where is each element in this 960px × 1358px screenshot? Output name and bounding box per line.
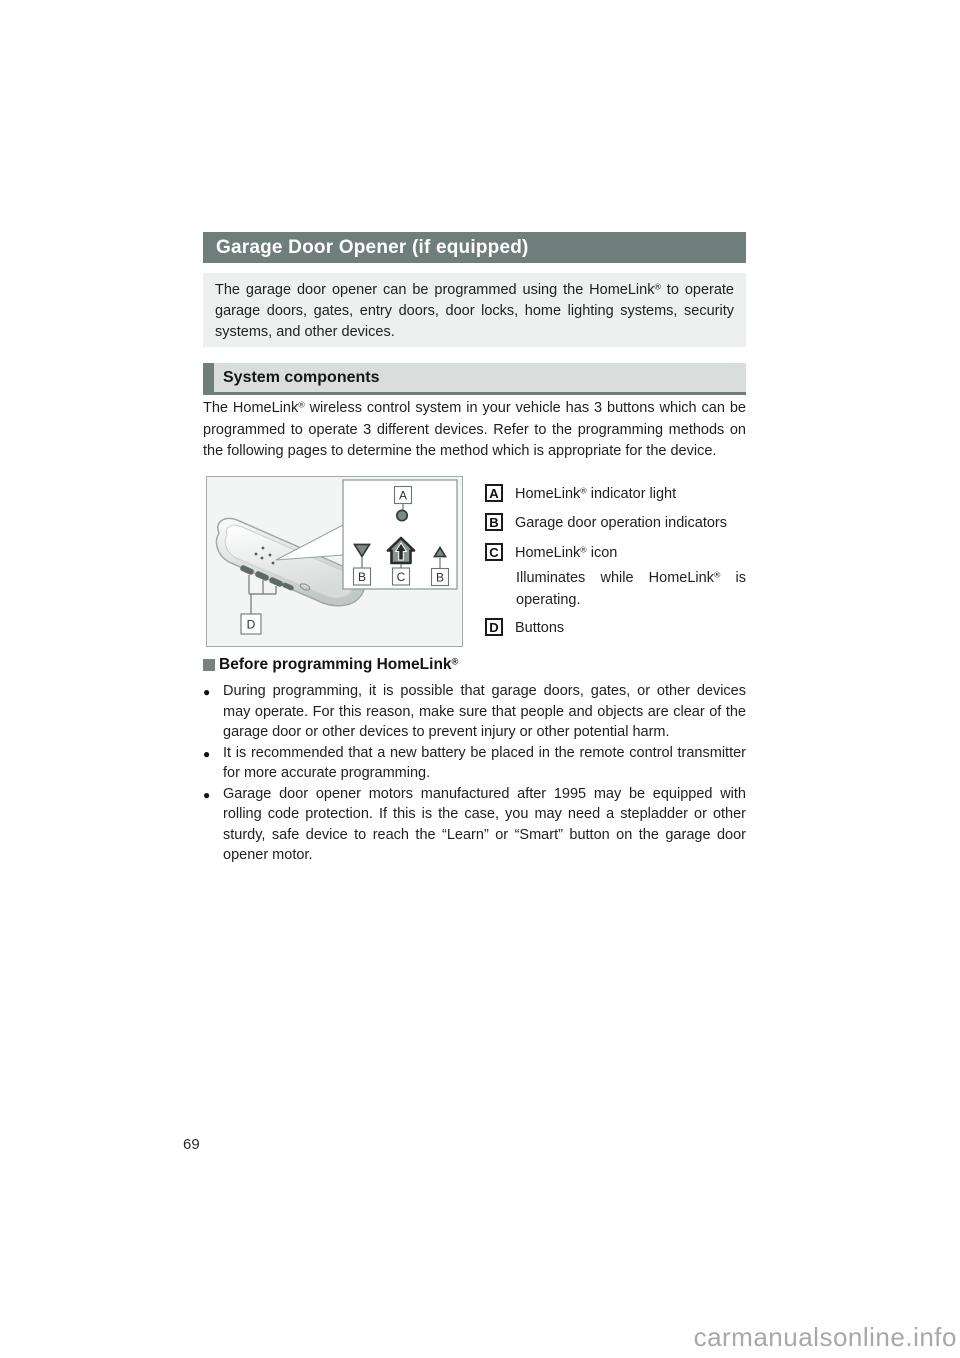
svg-text:A: A	[398, 488, 408, 503]
legend-text-b: Garage door operation indicators	[515, 515, 727, 531]
svg-text:D: D	[246, 617, 256, 632]
svg-text:B: B	[357, 570, 367, 584]
page-title-bar	[203, 232, 746, 263]
section-header	[203, 363, 746, 395]
legend-text-d: Buttons	[515, 620, 565, 636]
bullet-text-3: Garage door opener motors manufactured after 1995 may be equipped with rolling code protection. If this is the case, you may need a stepladder or other sturdy, safe device to reach the “Learn” or “Smart” button on the garage door opener motor.	[223, 785, 746, 863]
subsection-heading-text: Before programming HomeLink®	[219, 656, 459, 673]
legend-row-c	[485, 543, 617, 563]
diagram-label-b-right	[432, 569, 449, 586]
diagram-label-a	[395, 487, 412, 504]
legend-row-b	[485, 513, 727, 533]
body-paragraph: The HomeLink® wireless control system in your vehicle has 3 buttons which can be programmed to operate 3 different devices. Refer to the programming methods on the following pages to determine the method which is appropriate for the device.	[203, 399, 746, 459]
section-title: System components	[223, 368, 380, 386]
mirror-diagram	[206, 476, 463, 647]
bullet-icon: ●	[203, 787, 211, 802]
legend-marker-d: D	[485, 618, 503, 636]
mirror-diagram-svg	[207, 477, 461, 645]
section-accent-square-icon	[203, 363, 214, 392]
gray-square-icon	[203, 659, 215, 671]
svg-text:C: C	[396, 570, 406, 584]
bullet-icon: ●	[203, 685, 211, 699]
legend-text-c: HomeLink® icon	[515, 544, 618, 561]
list-item	[203, 784, 746, 866]
diagram-label-d	[241, 614, 261, 634]
legend-row-d	[485, 618, 564, 638]
intro-text: The garage door opener can be programmed using the HomeLink® to operate garage doors, gates, entry doors, door locks, home lighting systems, security systems, and other devices.	[215, 281, 735, 340]
diagram-label-b-left	[354, 568, 371, 585]
legend-marker-c: C	[485, 543, 503, 561]
page-title: Garage Door Opener (if equipped)	[216, 236, 529, 258]
subsection-heading	[203, 656, 746, 674]
page-number: 69	[183, 1136, 200, 1153]
legend-text-a: HomeLink® indicator light	[515, 485, 677, 502]
diagram-label-c	[393, 568, 410, 585]
bullet-icon: ●	[203, 746, 211, 761]
bullet-text-2: It is recommended that a new battery be placed in the remote control transmitter for more accurate programming.	[223, 744, 746, 781]
legend-note-c: Illuminates while HomeLink® is operating.	[516, 569, 747, 608]
watermark: carmanualsonline.info	[693, 1322, 957, 1352]
before-programming-section	[203, 656, 746, 866]
list-item	[203, 743, 746, 784]
indicator-light-icon	[397, 510, 407, 520]
diagram-legend	[485, 480, 746, 650]
svg-text:B: B	[435, 570, 445, 585]
list-item	[203, 681, 746, 743]
legend-marker-b: B	[485, 513, 503, 531]
intro-box	[203, 273, 746, 347]
legend-row-a	[485, 484, 676, 504]
bullet-text-1: During programming, it is possible that garage doors, gates, or other devices may operate. For this reason, make sure that people and objects are clear of the garage door or other devices to prevent injury or other potential harm.	[223, 683, 746, 740]
legend-marker-a: A	[485, 484, 503, 502]
